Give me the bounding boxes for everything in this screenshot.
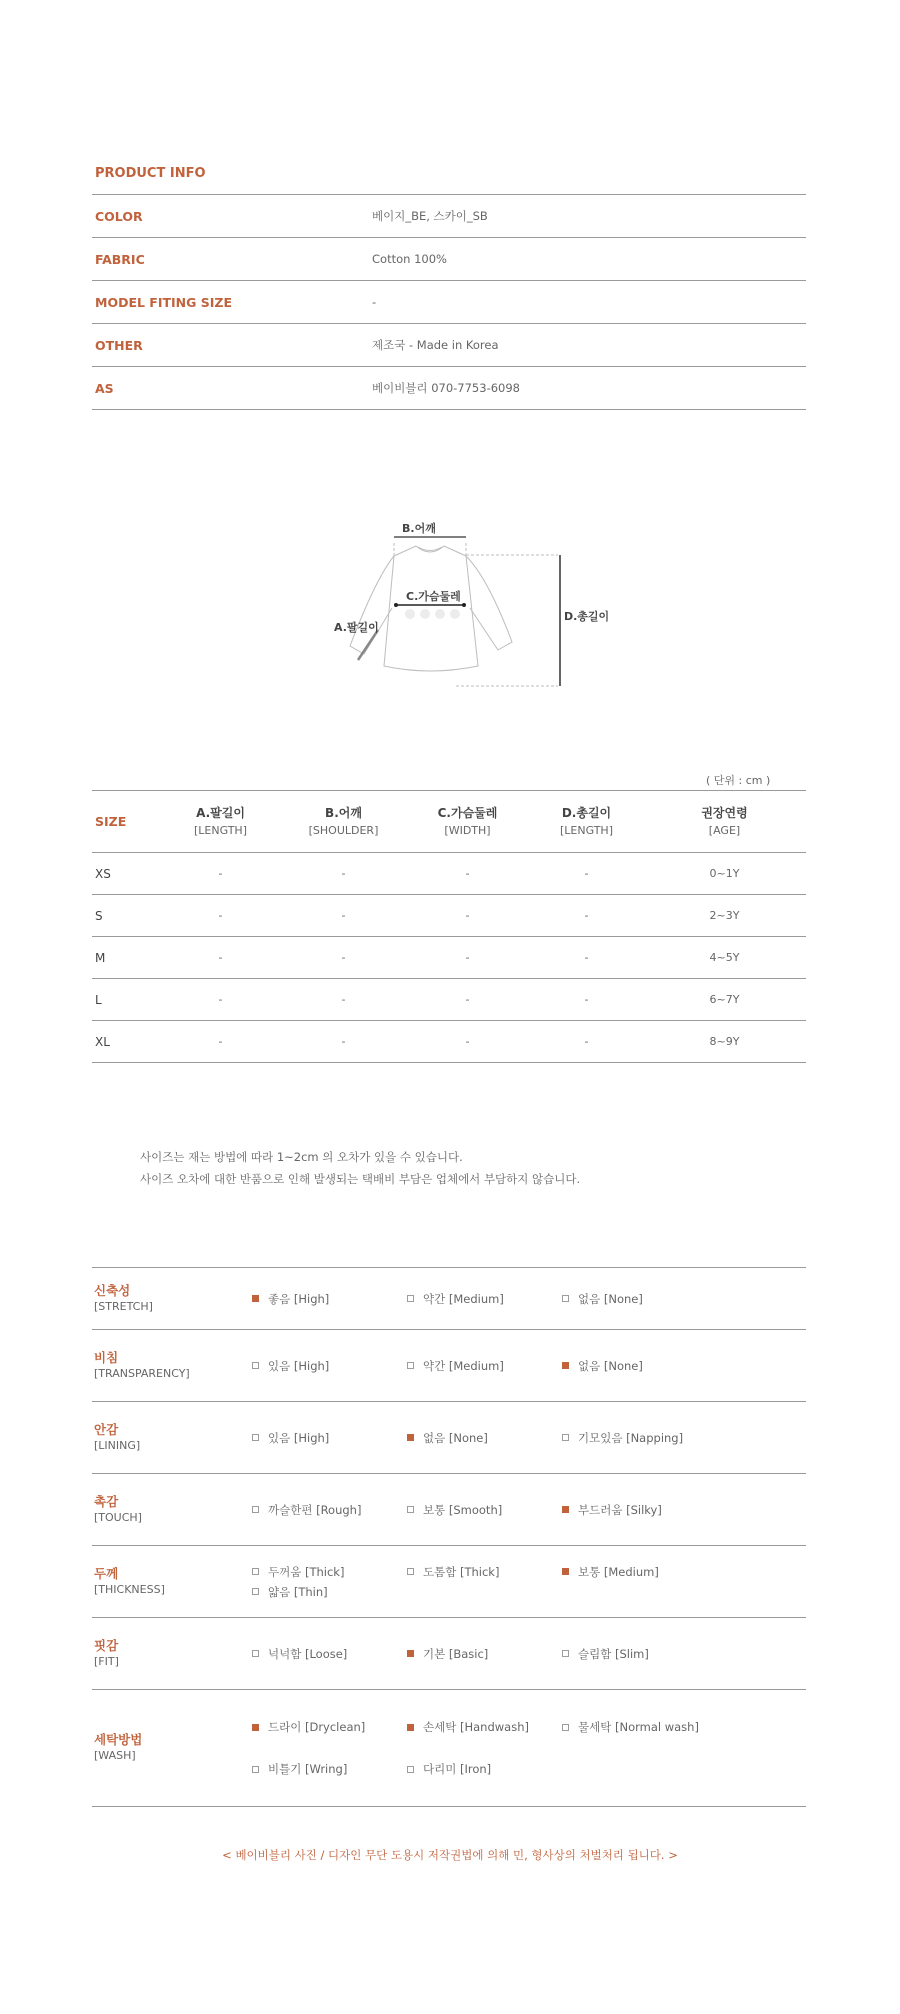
sleeve-measure-line [358, 630, 378, 660]
attribute-row-wash [92, 1690, 806, 1807]
option-item: 부드러움 [Silky] [562, 1500, 717, 1520]
option-item: 약간 [Medium] [407, 1356, 562, 1376]
label-b: B.어깨 [402, 522, 436, 535]
col-c-sub: [WIDTH] [444, 823, 491, 837]
option-item: 기본 [Basic] [407, 1644, 562, 1664]
info-value: 베이비블리 070-7753-6098 [372, 381, 520, 395]
checked-box-icon [252, 1295, 259, 1302]
value-cell: - [584, 1035, 589, 1048]
unit-label: ( 단위 : cm ) [706, 774, 771, 787]
garment-body-outline [384, 546, 478, 671]
option-item: 넉넉함 [Loose] [252, 1644, 407, 1664]
empty-box-icon [407, 1295, 414, 1302]
option-item: 비틀기 [Wring] [252, 1759, 407, 1779]
option-item: 두꺼움 [Thick] [252, 1562, 407, 1582]
table-row [92, 937, 806, 979]
measurement-diagram [328, 516, 610, 696]
age-cell: 6~7Y [709, 993, 740, 1006]
info-row-as [92, 367, 806, 410]
checked-box-icon [407, 1650, 414, 1657]
attribute-name-en: [STRETCH] [94, 1299, 153, 1313]
info-label: OTHER [95, 337, 143, 353]
value-cell: - [584, 909, 589, 922]
option-item: 얇음 [Thin] [252, 1582, 352, 1602]
value-cell: - [218, 867, 223, 880]
attribute-name: 비침 [94, 1349, 119, 1365]
attribute-name-en: [THICKNESS] [94, 1582, 165, 1596]
info-row-fabric [92, 238, 806, 281]
product-info-title: PRODUCT INFO [92, 162, 806, 195]
value-cell: - [465, 867, 470, 880]
info-row-other [92, 324, 806, 367]
info-row-model-size [92, 281, 806, 324]
attribute-name-en: [FIT] [94, 1654, 119, 1668]
col-a-title: A.팔길이 [196, 805, 245, 820]
checked-box-icon [407, 1434, 414, 1441]
label-d: D.총길이 [564, 610, 610, 623]
option-item: 보통 [Medium] [562, 1562, 708, 1582]
col-c-title: C.가슴둘레 [437, 805, 498, 820]
option-item: 까슬한편 [Rough] [252, 1500, 407, 1520]
option-item: 기모있음 [Napping] [562, 1428, 717, 1448]
size-notes [140, 1146, 580, 1190]
size-cell: L [95, 992, 102, 1007]
fabric-attributes-table [92, 1267, 806, 1807]
table-row [92, 1021, 806, 1063]
empty-box-icon [562, 1295, 569, 1302]
attribute-name-en: [LINING] [94, 1438, 141, 1452]
option-item: 있음 [High] [252, 1428, 407, 1448]
value-cell: - [218, 1035, 223, 1048]
option-item: 없음 [None] [407, 1428, 562, 1448]
value-cell: - [465, 993, 470, 1006]
info-label: COLOR [95, 208, 143, 224]
attribute-row-touch [92, 1474, 806, 1546]
checked-box-icon [562, 1568, 569, 1575]
copyright-notice: < 베이비블리 사진 / 디자인 무단 도용시 저작권법에 의해 민, 형사상의 처벌처리 됩니다. > [222, 1848, 678, 1862]
attribute-name: 촉감 [94, 1493, 119, 1509]
note-line: 사이즈는 재는 방법에 따라 1~2cm 의 오차가 있을 수 있습니다. [140, 1150, 463, 1164]
empty-box-icon [407, 1362, 414, 1369]
size-cell: XS [95, 866, 111, 881]
value-cell: - [465, 909, 470, 922]
age-cell: 2~3Y [709, 909, 740, 922]
attribute-row-transparency [92, 1330, 806, 1402]
age-cell: 8~9Y [709, 1035, 740, 1048]
size-header: SIZE [95, 814, 127, 829]
info-label: AS [95, 380, 114, 396]
attribute-name-en: [TOUCH] [94, 1510, 142, 1524]
attribute-name: 두께 [94, 1565, 119, 1581]
col-d-sub: [LENGTH] [559, 823, 613, 837]
col-age-title: 권장연령 [701, 805, 748, 820]
empty-box-icon [252, 1362, 259, 1369]
garment-right-sleeve [466, 556, 512, 650]
option-item: 슬림함 [Slim] [562, 1644, 717, 1664]
col-a-sub: [LENGTH] [193, 823, 247, 837]
attribute-name: 안감 [94, 1421, 119, 1437]
value-cell: - [341, 909, 346, 922]
info-value: - [372, 295, 377, 309]
empty-box-icon [562, 1434, 569, 1441]
table-row [92, 979, 806, 1021]
option-item: 없음 [None] [562, 1356, 717, 1376]
size-cell: M [95, 950, 106, 965]
attribute-name: 신축성 [94, 1282, 131, 1298]
info-value: Cotton 100% [372, 252, 447, 266]
info-label: FABRIC [95, 251, 145, 267]
attribute-name: 핏감 [94, 1637, 119, 1653]
col-b-title: B.어깨 [325, 805, 362, 820]
option-item: 보통 [Smooth] [407, 1500, 562, 1520]
empty-box-icon [562, 1724, 569, 1731]
size-cell: S [95, 908, 103, 923]
col-d-title: D.총길이 [561, 805, 612, 820]
info-label: MODEL FITING SIZE [95, 294, 232, 310]
attribute-row-lining [92, 1402, 806, 1474]
product-info-table [92, 162, 806, 410]
note-line: 사이즈 오차에 대한 반품으로 인해 발생되는 택배비 부담은 업체에서 부담하지 않습니다. [140, 1172, 581, 1186]
value-cell: - [584, 951, 589, 964]
empty-box-icon [252, 1568, 259, 1575]
attribute-row-fit [92, 1618, 806, 1690]
option-item: 도톰함 [Thick] [407, 1562, 562, 1582]
value-cell: - [341, 993, 346, 1006]
size-table [92, 790, 806, 1063]
age-cell: 4~5Y [709, 951, 740, 964]
option-item: 좋음 [High] [252, 1289, 407, 1309]
value-cell: - [218, 909, 223, 922]
button-dots [405, 609, 460, 619]
size-table-header [92, 791, 806, 853]
checked-box-icon [407, 1724, 414, 1731]
value-cell: - [465, 1035, 470, 1048]
attribute-name-en: [TRANSPARENCY] [94, 1366, 190, 1380]
option-item: 없음 [None] [562, 1289, 717, 1309]
guide-dashed-shoulder [394, 543, 466, 556]
attribute-name-en: [WASH] [94, 1749, 136, 1762]
checked-box-icon [562, 1506, 569, 1513]
attribute-row-thickness [92, 1546, 806, 1618]
info-value: 제조국 - Made in Korea [372, 338, 499, 352]
attribute-name: 세탁방법 [94, 1732, 143, 1747]
empty-box-icon [252, 1766, 259, 1773]
option-item: 손세탁 [Handwash] [407, 1717, 562, 1737]
empty-box-icon [252, 1506, 259, 1513]
empty-box-icon [407, 1568, 414, 1575]
label-c: C.가슴둘레 [406, 590, 461, 603]
empty-box-icon [252, 1588, 259, 1595]
table-row [92, 853, 806, 895]
checked-box-icon [252, 1724, 259, 1731]
value-cell: - [341, 951, 346, 964]
age-cell: 0~1Y [709, 867, 740, 880]
empty-box-icon [407, 1766, 414, 1773]
option-item: 드라이 [Dryclean] [252, 1717, 407, 1737]
empty-box-icon [562, 1650, 569, 1657]
col-b-sub: [SHOULDER] [308, 823, 379, 837]
value-cell: - [218, 993, 223, 1006]
empty-box-icon [407, 1506, 414, 1513]
info-value: 베이지_BE, 스카이_SB [372, 209, 488, 223]
value-cell: - [465, 951, 470, 964]
empty-box-icon [252, 1434, 259, 1441]
attribute-row-stretch [92, 1268, 806, 1330]
value-cell: - [584, 867, 589, 880]
checked-box-icon [562, 1362, 569, 1369]
label-a: A.팔길이 [334, 621, 379, 634]
col-age-sub: [AGE] [708, 823, 741, 837]
size-cell: XL [95, 1034, 110, 1049]
info-row-color [92, 195, 806, 238]
value-cell: - [218, 951, 223, 964]
option-item: 물세탁 [Normal wash] [562, 1717, 717, 1737]
value-cell: - [341, 1035, 346, 1048]
table-row [92, 895, 806, 937]
option-item: 다리미 [Iron] [407, 1759, 562, 1779]
option-item: 있음 [High] [252, 1356, 407, 1376]
option-item: 약간 [Medium] [407, 1289, 562, 1309]
empty-box-icon [252, 1650, 259, 1657]
value-cell: - [584, 993, 589, 1006]
value-cell: - [341, 867, 346, 880]
